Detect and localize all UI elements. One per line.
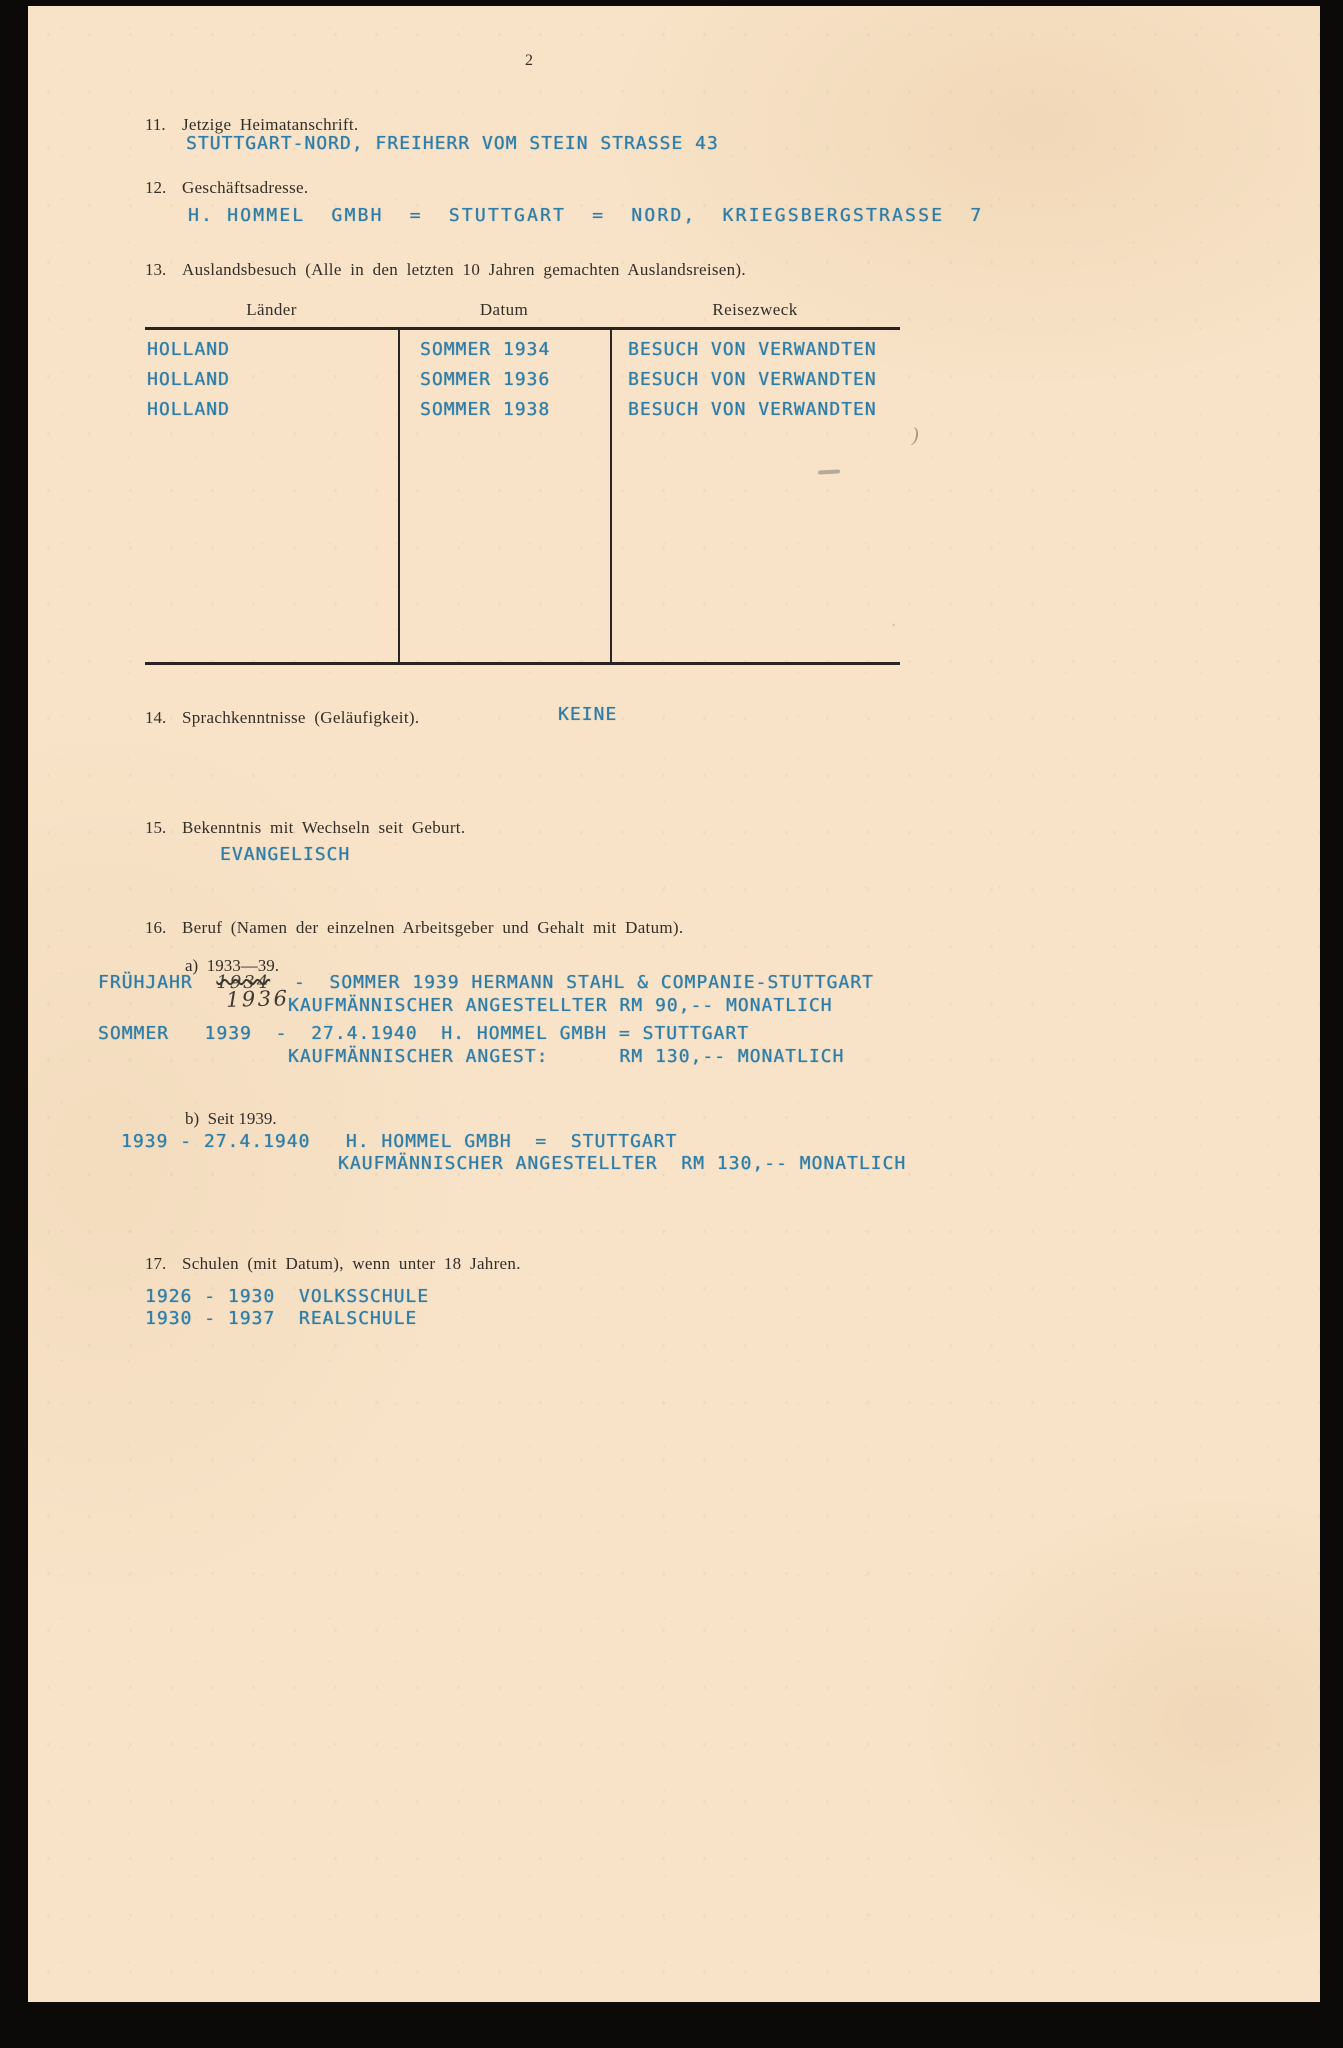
question-16b-label: b) Seit 1939.	[185, 1109, 277, 1128]
question-14-label: Sprachkenntnisse (Geläufigkeit).	[182, 708, 420, 727]
question-15-number: 15.	[145, 818, 167, 837]
question-15	[145, 818, 465, 838]
table-header-reisezweck: Reisezweck	[712, 300, 798, 319]
table-header-datum: Datum	[479, 300, 529, 319]
typed-answer-12: H. HOMMEL GMBH = STUTTGART = NORD, KRIEGSBERGSTRASSE 7	[188, 205, 984, 226]
typed-answer-16b-line2: KAUFMÄNNISCHER ANGESTELLTER RM 130,-- MONATLICH	[338, 1153, 907, 1174]
question-14-number: 14.	[145, 708, 167, 727]
question-15-label: Bekenntnis mit Wechseln seit Geburt.	[182, 818, 466, 837]
table-header-laender: Länder	[246, 300, 297, 319]
travel-table	[145, 300, 900, 665]
question-11-label: Jetzige Heimatanschrift.	[182, 115, 359, 134]
question-14	[145, 708, 419, 728]
table-cell: HOLLAND	[147, 339, 230, 360]
question-11	[145, 115, 358, 135]
table-cell: BESUCH VON VERWANDTEN	[628, 339, 877, 360]
question-11-number: 11.	[145, 115, 166, 134]
question-13	[145, 260, 945, 280]
table-cell: SOMMER 1936	[420, 369, 551, 390]
typed-answer-11: STUTTGART-NORD, FREIHERR VOM STEIN STRASSE 43	[186, 133, 719, 154]
table-column-laender	[145, 330, 398, 662]
typed-answer-16a-line3: SOMMER 1939 - 27.4.1940 H. HOMMEL GMBH = STUTTGART	[98, 1023, 750, 1044]
page-number: 2	[525, 52, 533, 69]
table-cell: HOLLAND	[147, 369, 230, 390]
table-cell: BESUCH VON VERWANDTEN	[628, 399, 877, 420]
document-page	[28, 6, 1320, 2002]
typed-answer-16a-line4: KAUFMÄNNISCHER ANGEST: RM 130,-- MONATLICH	[288, 1046, 845, 1067]
travel-table-body	[145, 327, 900, 665]
question-13-label: Auslandsbesuch (Alle in den letzten 10 Jahren gemachten Auslandsreisen).	[182, 260, 746, 279]
pencil-mark: )	[912, 424, 919, 446]
table-cell: BESUCH VON VERWANDTEN	[628, 369, 877, 390]
question-12-number: 12.	[145, 178, 167, 197]
question-17-label: Schulen (mit Datum), wenn unter 18 Jahren.	[182, 1254, 521, 1273]
struck-out-text: 1934	[216, 972, 271, 993]
question-12	[145, 178, 308, 198]
question-12-label: Geschäftsadresse.	[182, 178, 309, 197]
typed-answer-16a-line1	[98, 972, 874, 993]
question-17-number: 17.	[145, 1254, 167, 1273]
typed-answer-16a-line2: KAUFMÄNNISCHER ANGESTELLTER RM 90,-- MONATLICH	[288, 995, 833, 1016]
table-cell: HOLLAND	[147, 399, 230, 420]
question-17	[145, 1254, 521, 1274]
typed-answer-16b-line1: 1939 - 27.4.1940 H. HOMMEL GMBH = STUTTGART	[121, 1131, 678, 1152]
typed-answer-17-line2: 1930 - 1937 REALSCHULE	[145, 1308, 418, 1329]
typed-answer-17-line1: 1926 - 1930 VOLKSSCHULE	[145, 1286, 430, 1307]
question-16-number: 16.	[145, 918, 167, 937]
table-cell: SOMMER 1934	[420, 339, 551, 360]
question-16a-label: a) 1933—39.	[185, 956, 279, 975]
table-column-reisezweck	[610, 330, 900, 662]
question-16-label: Beruf (Namen der einzelnen Arbeitsgeber und Gehalt mit Datum).	[182, 918, 684, 937]
typed-text: - SOMMER 1939 HERMANN STAHL & COMPANIE-STUTTGART	[270, 972, 874, 993]
question-16	[145, 918, 945, 938]
typed-answer-15: EVANGELISCH	[220, 844, 351, 865]
travel-table-header	[145, 300, 900, 327]
typed-text: FRÜHJAHR	[98, 972, 217, 993]
table-column-datum	[398, 330, 610, 662]
table-cell: SOMMER 1938	[420, 399, 551, 420]
question-13-number: 13.	[145, 260, 167, 279]
typed-answer-14: KEINE	[558, 704, 618, 725]
handwritten-correction: 1936	[225, 986, 290, 1012]
